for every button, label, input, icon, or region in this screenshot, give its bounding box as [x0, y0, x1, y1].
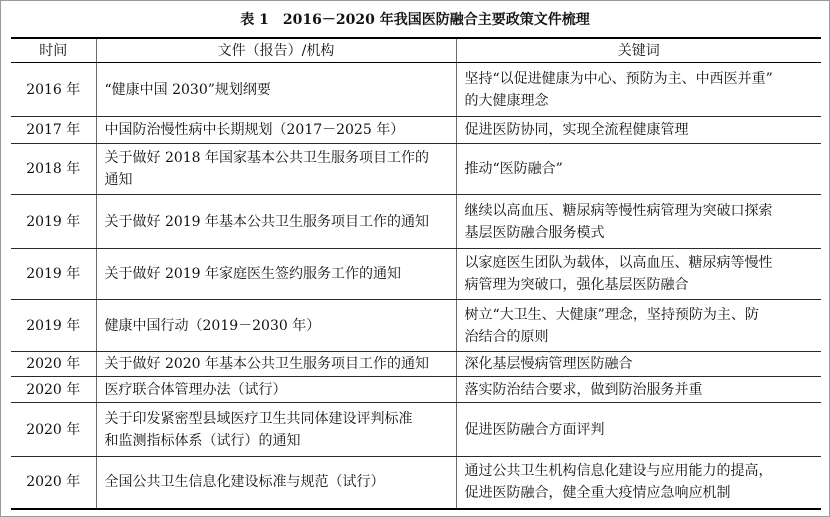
row-year: 2019 年 — [11, 195, 96, 249]
row-year: 2016 年 — [11, 63, 96, 117]
row-document: 关于印发紧密型县域医疗卫生共同体建设评判标准 和监测指标体系（试行）的通知 — [96, 403, 456, 457]
row-keywords: 深化基层慢病管理医防融合 — [456, 352, 821, 377]
table-title: 表 1 2016－2020 年我国医防融合主要政策文件梳理 — [240, 12, 590, 28]
policy-table — [11, 37, 821, 510]
header-row — [11, 38, 821, 63]
table-body — [11, 63, 821, 509]
table-row — [11, 249, 821, 300]
row-year: 2020 年 — [11, 457, 96, 509]
row-keywords: 以家庭医生团队为载体，以高血压、糖尿病等慢性 病管理为突破口，强化基层医防融合 — [456, 249, 821, 300]
table-row — [11, 195, 821, 249]
table-row — [11, 403, 821, 457]
row-keywords: 坚持“以促进健康为中心、预防为主、中西医并重” 的大健康理念 — [456, 63, 821, 117]
table-row — [11, 63, 821, 117]
row-year: 2017 年 — [11, 117, 96, 144]
header-year: 时间 — [11, 38, 96, 63]
row-document: 医疗联合体管理办法（试行） — [96, 377, 456, 403]
row-document: 全国公共卫生信息化建设标准与规范（试行） — [96, 457, 456, 509]
row-year: 2020 年 — [11, 377, 96, 403]
table-row — [11, 117, 821, 144]
row-keywords: 促进医防融合方面评判 — [456, 403, 821, 457]
row-document: 健康中国行动（2019－2030 年） — [96, 300, 456, 352]
table-row — [11, 352, 821, 377]
row-keywords: 树立“大卫生、大健康”理念，坚持预防为主、防 治结合的原则 — [456, 300, 821, 352]
row-keywords: 落实防治结合要求，做到防治服务并重 — [456, 377, 821, 403]
table-row — [11, 457, 821, 509]
row-keywords: 通过公共卫生机构信息化建设与应用能力的提高， 促进医防融合，健全重大疫情应急响应机制 — [456, 457, 821, 509]
row-year: 2019 年 — [11, 300, 96, 352]
row-year: 2020 年 — [11, 403, 96, 457]
row-year: 2019 年 — [11, 249, 96, 300]
row-keywords: 继续以高血压、糖尿病等慢性病管理为突破口探索 基层医防融合服务模式 — [456, 195, 821, 249]
row-keywords: 推动“医防融合” — [456, 144, 821, 195]
row-document: 关于做好 2019 年家庭医生签约服务工作的通知 — [96, 249, 456, 300]
table-row — [11, 300, 821, 352]
table-row — [11, 144, 821, 195]
row-document: 关于做好 2020 年基本公共卫生服务项目工作的通知 — [96, 352, 456, 377]
row-document: 关于做好 2018 年国家基本公共卫生服务项目工作的 通知 — [96, 144, 456, 195]
header-keywords: 关键词 — [456, 38, 821, 63]
table-row — [11, 377, 821, 403]
table-header — [11, 38, 821, 63]
row-document: “健康中国 2030”规划纲要 — [96, 63, 456, 117]
row-year: 2020 年 — [11, 352, 96, 377]
row-document: 关于做好 2019 年基本公共卫生服务项目工作的通知 — [96, 195, 456, 249]
row-keywords: 促进医防协同，实现全流程健康管理 — [456, 117, 821, 144]
row-document: 中国防治慢性病中长期规划（2017－2025 年） — [96, 117, 456, 144]
row-year: 2018 年 — [11, 144, 96, 195]
header-document: 文件（报告）/机构 — [96, 38, 456, 63]
